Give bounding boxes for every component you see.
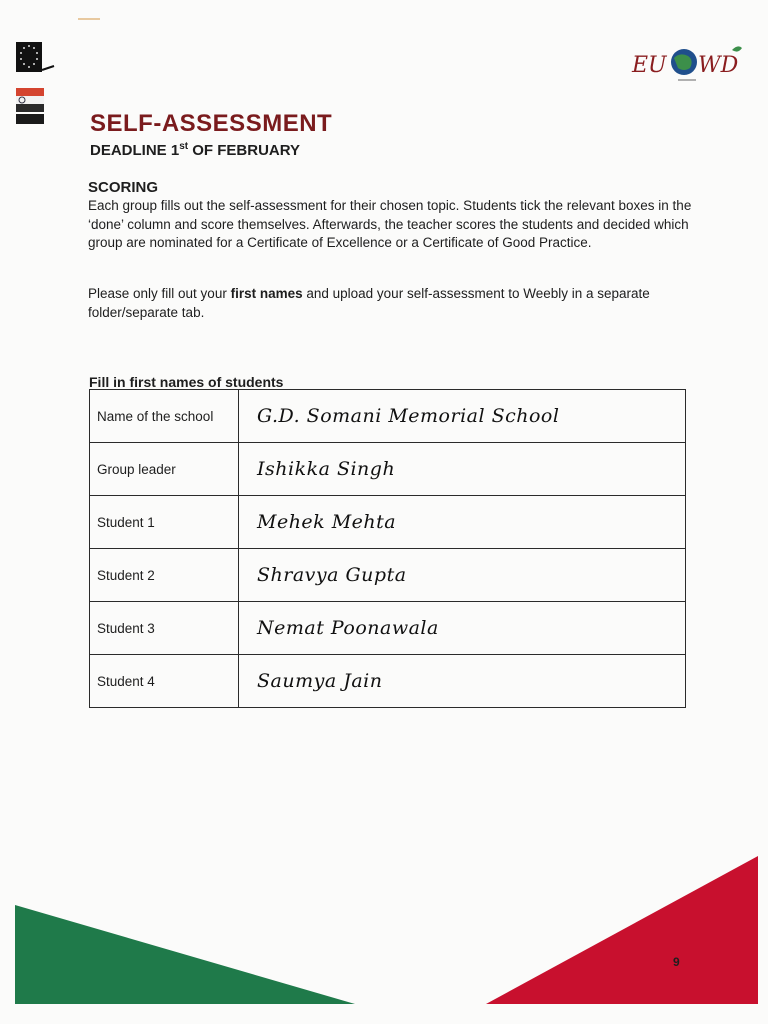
india-flag-icon [16, 86, 46, 128]
deadline-superscript: st [179, 141, 189, 152]
row-label: Student 4 [90, 655, 239, 708]
scoring-paragraph: Each group fills out the self-assessment for their chosen topic. Students tick the relevant boxes in the ‘done’ column and score themselves. Afterwards, the teacher scores the students and decided which group are nominated for a Certificate of Excellence or a Certificate of Good Practice. [88, 198, 692, 250]
deadline-suffix: OF FEBRUARY [188, 142, 301, 159]
row-value-handwritten[interactable]: Ishikka Singh [239, 443, 686, 496]
row-label: Group leader [90, 443, 239, 496]
row-label: Student 3 [90, 602, 239, 655]
row-value-handwritten[interactable]: Shravya Gupta [239, 549, 686, 602]
page-number: 9 [673, 955, 680, 969]
instruction-before: Please only fill out your [88, 286, 231, 301]
names-table [89, 389, 686, 708]
page-title: SELF-ASSESSMENT [90, 110, 333, 137]
instruction-paragraph [88, 285, 698, 322]
row-label: Student 2 [90, 549, 239, 602]
logo-text-left: EU [632, 53, 667, 78]
table-row [90, 443, 686, 496]
scoring-heading: SCORING [88, 179, 159, 196]
top-decorative-line [78, 18, 100, 20]
row-label: Name of the school [90, 390, 239, 443]
euwwd-logo [628, 40, 748, 85]
eu-flag-icon [16, 40, 56, 78]
instruction-after: and upload your self-assessment to Weebly in a separate folder/separate tab. [88, 286, 650, 320]
deadline-text [90, 141, 300, 159]
table-row [90, 602, 686, 655]
deadline-prefix: DEADLINE 1 [90, 142, 180, 159]
table-row [90, 496, 686, 549]
row-value-handwritten[interactable]: G.D. Somani Memorial School [239, 390, 686, 443]
row-value-handwritten[interactable]: Nemat Poonawala [239, 602, 686, 655]
logo-text-right: WD [698, 53, 739, 78]
table-row [90, 549, 686, 602]
row-value-handwritten[interactable]: Saumya Jain [239, 655, 686, 708]
table-row [90, 655, 686, 708]
row-value-handwritten[interactable]: Mehek Mehta [239, 496, 686, 549]
red-corner-triangle [470, 850, 768, 1024]
row-label: Student 1 [90, 496, 239, 549]
table-row [90, 390, 686, 443]
instruction-bold: first names [230, 286, 303, 301]
green-corner-triangle [0, 880, 360, 1010]
names-table-caption: Fill in first names of students [89, 374, 284, 390]
